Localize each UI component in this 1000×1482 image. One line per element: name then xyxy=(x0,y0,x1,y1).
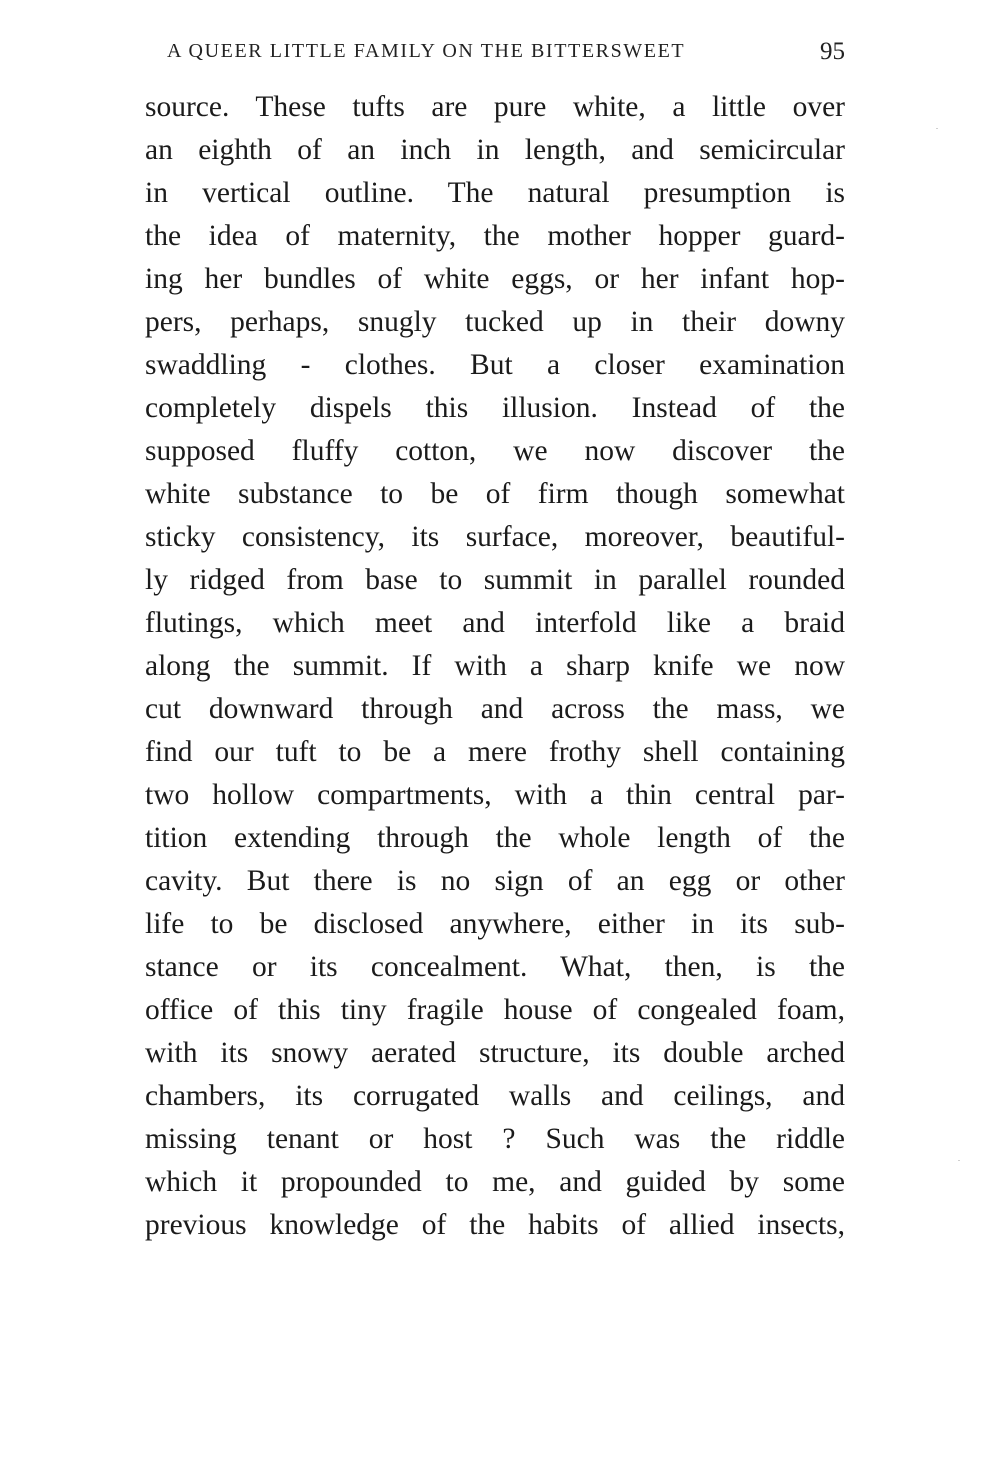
text-line: find our tuft to be a mere frothy shell containing xyxy=(145,736,845,768)
text-line: supposed fluffy cotton, we now discover the xyxy=(145,435,845,467)
text-line: with its snowy aerated structure, its double arched xyxy=(145,1037,845,1069)
text-line: in vertical outline. The natural presumption is xyxy=(145,177,845,209)
text-line: an eighth of an inch in length, and semicircular xyxy=(145,134,845,166)
text-line: the idea of maternity, the mother hopper guard- xyxy=(145,220,845,252)
text-line: missing tenant or host ? Such was the riddle xyxy=(145,1123,845,1155)
text-line: life to be disclosed anywhere, either in its sub- xyxy=(145,908,845,940)
text-line: pers, perhaps, snugly tucked up in their downy xyxy=(145,306,845,338)
text-line: previous knowledge of the habits of allied insects, xyxy=(145,1209,845,1241)
running-title: A QUEER LITTLE FAMILY ON THE BITTERSWEET xyxy=(167,40,686,62)
margin-speck xyxy=(936,128,938,129)
margin-speck xyxy=(958,1160,960,1161)
text-line: swaddling - clothes. But a closer examination xyxy=(145,349,845,381)
text-line: two hollow compartments, with a thin central par- xyxy=(145,779,845,811)
body-text xyxy=(145,86,845,1247)
text-line: white substance to be of firm though somewhat xyxy=(145,478,845,510)
text-line: cut downward through and across the mass, we xyxy=(145,693,845,725)
running-head xyxy=(145,38,845,70)
text-line: chambers, its corrugated walls and ceilings, and xyxy=(145,1080,845,1112)
text-line: which it propounded to me, and guided by some xyxy=(145,1166,845,1198)
text-line: tition extending through the whole length of the xyxy=(145,822,845,854)
text-line: cavity. But there is no sign of an egg or other xyxy=(145,865,845,897)
page-number: 95 xyxy=(820,38,845,65)
text-line: ing her bundles of white eggs, or her infant hop- xyxy=(145,263,845,295)
text-line: source. These tufts are pure white, a little over xyxy=(145,91,845,123)
text-line: sticky consistency, its surface, moreover, beautiful- xyxy=(145,521,845,553)
text-line: along the summit. If with a sharp knife we now xyxy=(145,650,845,682)
text-line: office of this tiny fragile house of congealed foam, xyxy=(145,994,845,1026)
text-line: stance or its concealment. What, then, is the xyxy=(145,951,845,983)
text-line: completely dispels this illusion. Instead of the xyxy=(145,392,845,424)
text-line: flutings, which meet and interfold like a braid xyxy=(145,607,845,639)
text-line: ly ridged from base to summit in parallel rounded xyxy=(145,564,845,596)
